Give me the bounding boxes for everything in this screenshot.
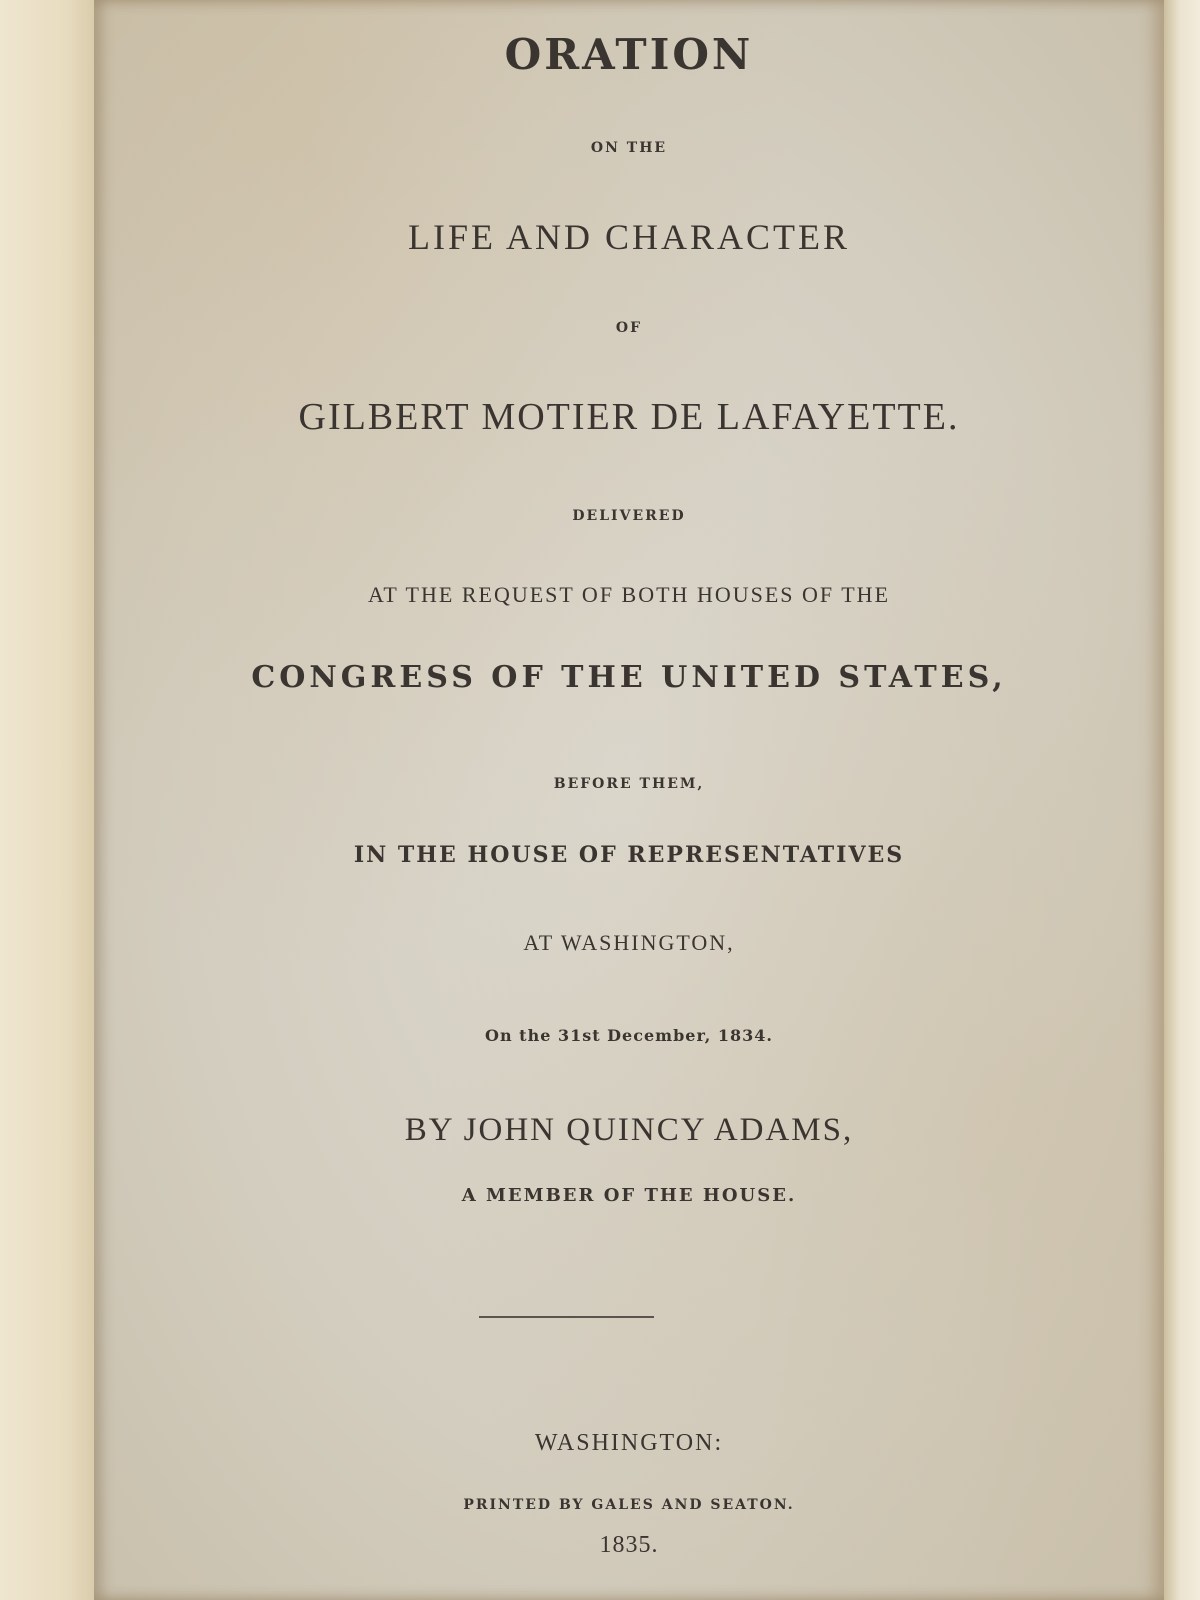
line-congress: CONGRESS OF THE UNITED STATES,	[251, 660, 1007, 695]
imprint-place: WASHINGTON:	[534, 1430, 724, 1456]
line-delivered: DELIVERED	[572, 508, 686, 524]
divider-rule	[479, 1316, 654, 1318]
line-date: On the 31st December, 1834.	[485, 1026, 773, 1045]
line-of: OF	[615, 320, 643, 336]
page-title: ORATION	[504, 30, 754, 79]
line-member-of-house: A MEMBER OF THE HOUSE.	[461, 1185, 797, 1206]
imprint-year: 1835.	[599, 1532, 659, 1558]
facing-page-edge	[0, 0, 94, 1600]
line-at-washington: AT WASHINGTON,	[523, 930, 735, 955]
imprint-printer: PRINTED BY GALES AND SEATON.	[463, 1497, 795, 1513]
line-subject-name: GILBERT MOTIER DE LAFAYETTE.	[298, 396, 960, 438]
line-author: BY JOHN QUINCY ADAMS,	[404, 1112, 854, 1148]
line-before-them: BEFORE THEM,	[553, 776, 705, 792]
next-page-edge	[1164, 0, 1200, 1600]
line-life-and-character: LIFE AND CHARACTER	[407, 217, 851, 257]
line-on-the: ON THE	[590, 140, 668, 156]
line-request: AT THE REQUEST OF BOTH HOUSES OF THE	[367, 582, 891, 607]
title-page	[94, 0, 1164, 1600]
line-house-of-representatives: IN THE HOUSE OF REPRESENTATIVES	[353, 842, 905, 868]
